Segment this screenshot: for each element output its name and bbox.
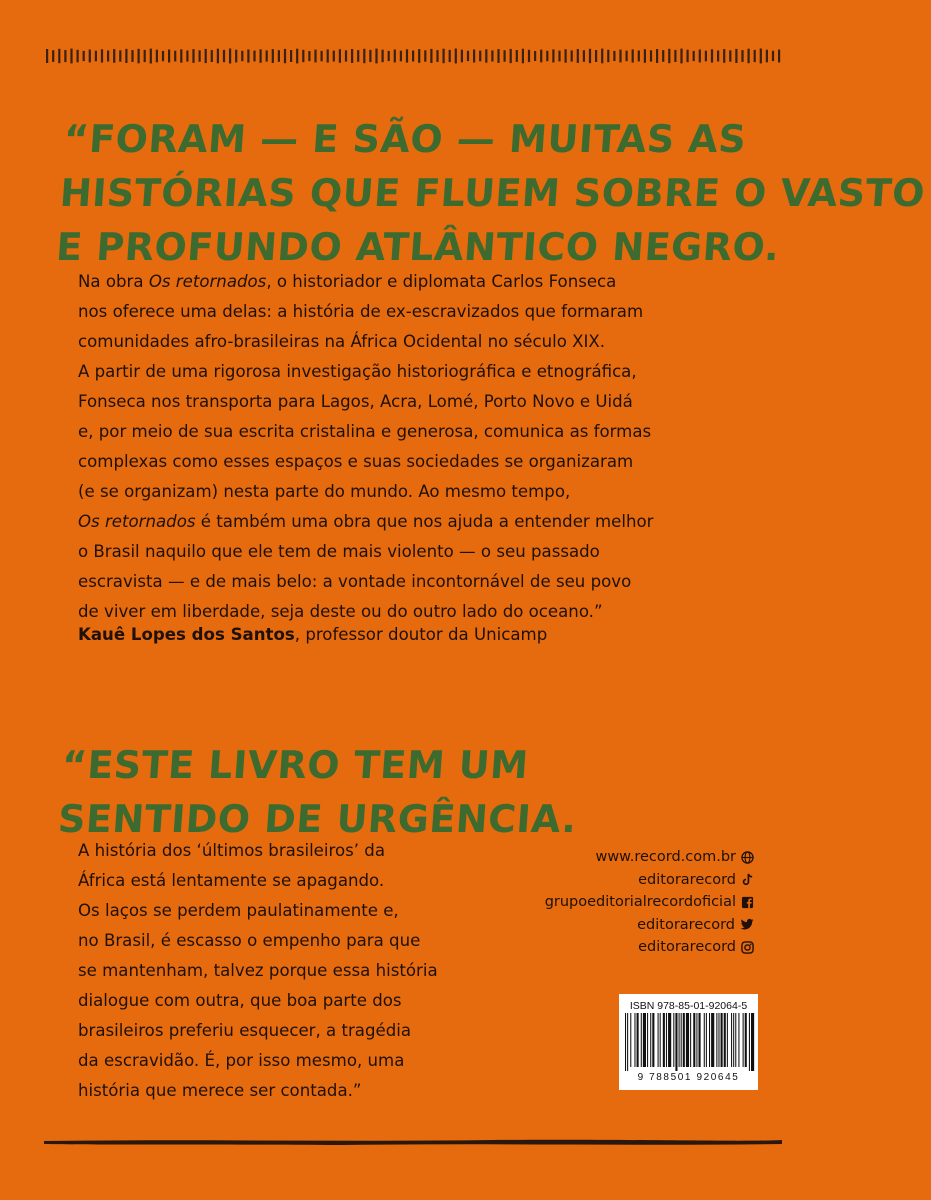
social-website-label: www.record.com.br bbox=[595, 849, 736, 865]
social-tiktok-label: editorarecord bbox=[638, 871, 736, 888]
body-line: brasileiros preferiu esquecer, a tragédia bbox=[78, 1021, 412, 1040]
social-facebook-label: grupoeditorialrecordoficial bbox=[544, 894, 736, 910]
headline-line: “ESTE LIVRO TEM UM bbox=[60, 743, 530, 787]
social-instagram-label: editorarecord bbox=[638, 939, 736, 955]
headline-line: “FORAM — E SÃO — MUITAS AS bbox=[62, 117, 748, 161]
body-line: Os retornados é também uma obra que nos ajuda a entender melhor bbox=[78, 512, 654, 531]
body-line: Na obra Os retornados, o historiador e diplomata Carlos Fonseca bbox=[78, 272, 617, 291]
top-dashed-border bbox=[44, 44, 782, 64]
book-title: Os retornados bbox=[78, 512, 196, 531]
body-line: no Brasil, é escasso o empenho para que bbox=[78, 931, 421, 950]
social-facebook[interactable] bbox=[545, 891, 754, 914]
body-line: complexas como esses espaços e suas sociedades se organizaram bbox=[78, 452, 634, 471]
body-line: e, por meio de sua escrita cristalina e generosa, comunica as formas bbox=[78, 422, 652, 441]
isbn-digits: 9 788501 920645 bbox=[637, 1072, 740, 1083]
barcode-bars bbox=[625, 1013, 752, 1071]
social-website[interactable] bbox=[545, 846, 754, 869]
author-role: , professor doutor da Unicamp bbox=[294, 625, 548, 644]
quote2-body bbox=[78, 836, 438, 1106]
body-line: África está lentamente se apagando. bbox=[78, 871, 385, 890]
quote1-headline bbox=[54, 112, 930, 274]
facebook-icon bbox=[741, 896, 754, 909]
social-tiktok[interactable] bbox=[545, 869, 754, 892]
body-line: escravista — e de mais belo: a vontade incontornável de seu povo bbox=[78, 572, 632, 591]
body-line: Fonseca nos transporta para Lagos, Acra, Lomé, Porto Novo e Uidá bbox=[78, 392, 633, 411]
author-name: Kauê Lopes dos Santos bbox=[78, 625, 295, 644]
bottom-brush-line bbox=[42, 1133, 784, 1149]
social-links bbox=[545, 846, 754, 959]
body-line: comunidades afro-brasileiras na África Ocidental no século XIX. bbox=[78, 332, 606, 351]
instagram-icon bbox=[741, 941, 754, 954]
headline-line: E PROFUNDO ATLÂNTICO NEGRO. bbox=[54, 225, 781, 269]
body-line: A partir de uma rigorosa investigação historiográfica e etnográfica, bbox=[78, 362, 637, 381]
headline-line: SENTIDO DE URGÊNCIA. bbox=[56, 797, 579, 841]
body-line: se mantenham, talvez porque essa história bbox=[78, 961, 438, 980]
headline-line: HISTÓRIAS QUE FLUEM SOBRE O VASTO bbox=[58, 171, 927, 215]
quote1-body bbox=[78, 267, 653, 627]
body-line: A história dos ‘últimos brasileiros’ da bbox=[78, 841, 386, 860]
isbn-label: ISBN 978-85-01-92064-5 bbox=[629, 1000, 748, 1012]
body-line: história que merece ser contada.” bbox=[78, 1081, 362, 1100]
globe-icon bbox=[741, 851, 754, 864]
quote1-attribution bbox=[78, 620, 547, 650]
quote2-headline bbox=[56, 738, 582, 846]
social-twitter-label: editorarecord bbox=[637, 916, 735, 933]
body-line: o Brasil naquilo que ele tem de mais violento — o seu passado bbox=[78, 542, 600, 561]
body-line: (e se organizam) nesta parte do mundo. Ao mesmo tempo, bbox=[78, 482, 571, 501]
social-instagram[interactable] bbox=[545, 936, 754, 959]
body-line: dialogue com outra, que boa parte dos bbox=[78, 991, 402, 1010]
social-twitter[interactable] bbox=[545, 914, 754, 937]
body-line: de viver em liberdade, seja deste ou do outro lado do oceano.” bbox=[78, 602, 603, 621]
body-line: nos oferece uma delas: a história de ex-escravizados que formaram bbox=[78, 302, 644, 321]
book-title: Os retornados bbox=[148, 272, 267, 291]
twitter-icon bbox=[740, 918, 754, 931]
body-line: da escravidão. É, por isso mesmo, uma bbox=[78, 1051, 405, 1070]
isbn-barcode bbox=[619, 994, 758, 1090]
tiktok-icon bbox=[741, 873, 754, 886]
body-line: Os laços se perdem paulatinamente e, bbox=[78, 901, 399, 920]
